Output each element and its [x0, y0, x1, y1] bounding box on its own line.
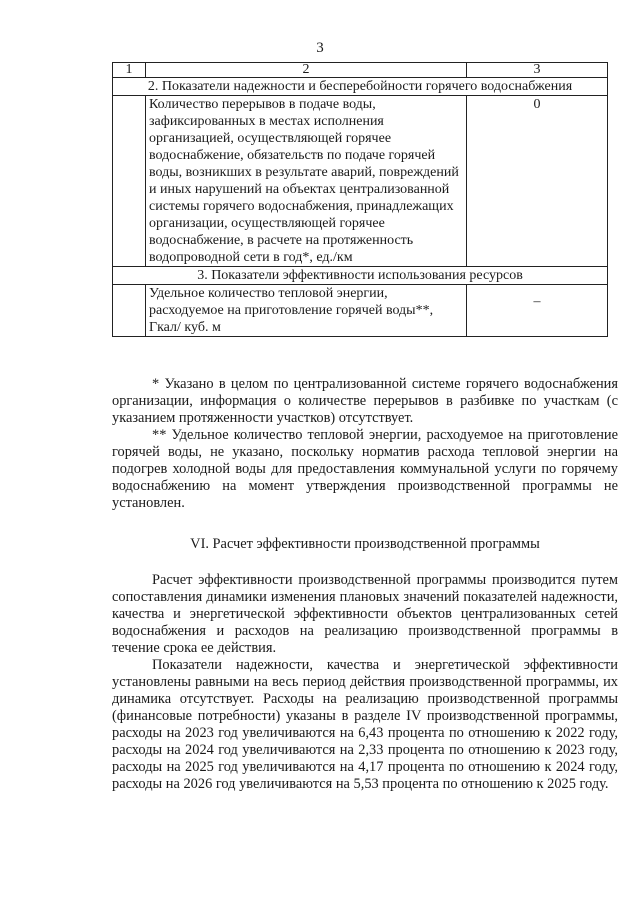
footnotes: [112, 376, 618, 512]
section-body: [112, 572, 618, 793]
indicators-table: [112, 62, 608, 337]
section-row-efficiency: [113, 267, 608, 285]
row-number-cell: [113, 285, 146, 337]
col-header-2: 2: [146, 63, 467, 78]
table-row: [113, 96, 608, 267]
table-row: [113, 285, 608, 337]
section-heading: VI. Расчет эффективности производственной программы: [190, 536, 540, 552]
paragraph-2: Показатели надежности, качества и энергетической эффективности установлены равными на весь период действия производственной программы, их динамика отсутствует. Расходы на реализацию производственной программы (финансовые потребности) указаны в разделе IV производственной программы, расходы на 2023 год увеличиваются на 6,43 процента по отношению к 2022 году, расходы на 2024 год увеличиваются на 2,33 процента по отношению к 2023 году, расходы на 2025 год увеличиваются на 4,17 процента по отношению к 2024 году, расходы на 2026 год увеличиваются на 5,53 процента по отношению к 2025 году.: [112, 657, 618, 792]
indicator-description: Количество перерывов в подаче воды, зафиксированных в местах исполнения организацией, осуществляющей горячее водоснабжение, обязательств по подаче горячей воды, возникших в результате аварий, повреждений и иных нарушений на объектах централизованной системы горячего водоснабжения, принадлежащих организации, осуществляющей горячее водоснабжение, в расчете на протяженность водопроводной сети в год*, ед./км: [146, 96, 467, 267]
section-row-reliability: [113, 78, 608, 96]
indicator-description: Удельное количество тепловой энергии, расходуемое на приготовление горячей воды**, Гкал/ куб. м: [146, 285, 467, 337]
footnote-2: ** Удельное количество тепловой энергии, расходуемое на приготовление горячей воды, не указано, поскольку норматив расхода тепловой энергии на подогрев холодной воды для предоставления коммунальной услуги по горячему водоснабжению на момент утверждения производственной программы не установлен.: [112, 427, 618, 511]
section-title-efficiency: 3. Показатели эффективности использования ресурсов: [113, 267, 608, 285]
table-header-row: [113, 63, 608, 78]
section-title-reliability: 2. Показатели надежности и бесперебойности горячего водоснабжения: [113, 78, 608, 96]
indicator-value: –: [467, 285, 608, 337]
col-header-1: 1: [113, 63, 146, 78]
page-number: 3: [316, 40, 324, 56]
indicator-value: 0: [467, 96, 608, 267]
col-header-3: 3: [467, 63, 608, 78]
footnote-1: * Указано в целом по централизованной системе горячего водоснабжения организации, информация о количестве перерывов в разбивке по участкам (с указанием протяженности участков) отсутствует.: [112, 376, 618, 426]
row-number-cell: [113, 96, 146, 267]
paragraph-1: Расчет эффективности производственной программы производится путем сопоставления динамики изменения плановых значений показателей надежности, качества и энергетической эффективности объектов централизованных сетей водоснабжения и расходов на реализацию производственной программы в течение срока ее действия.: [112, 572, 618, 656]
